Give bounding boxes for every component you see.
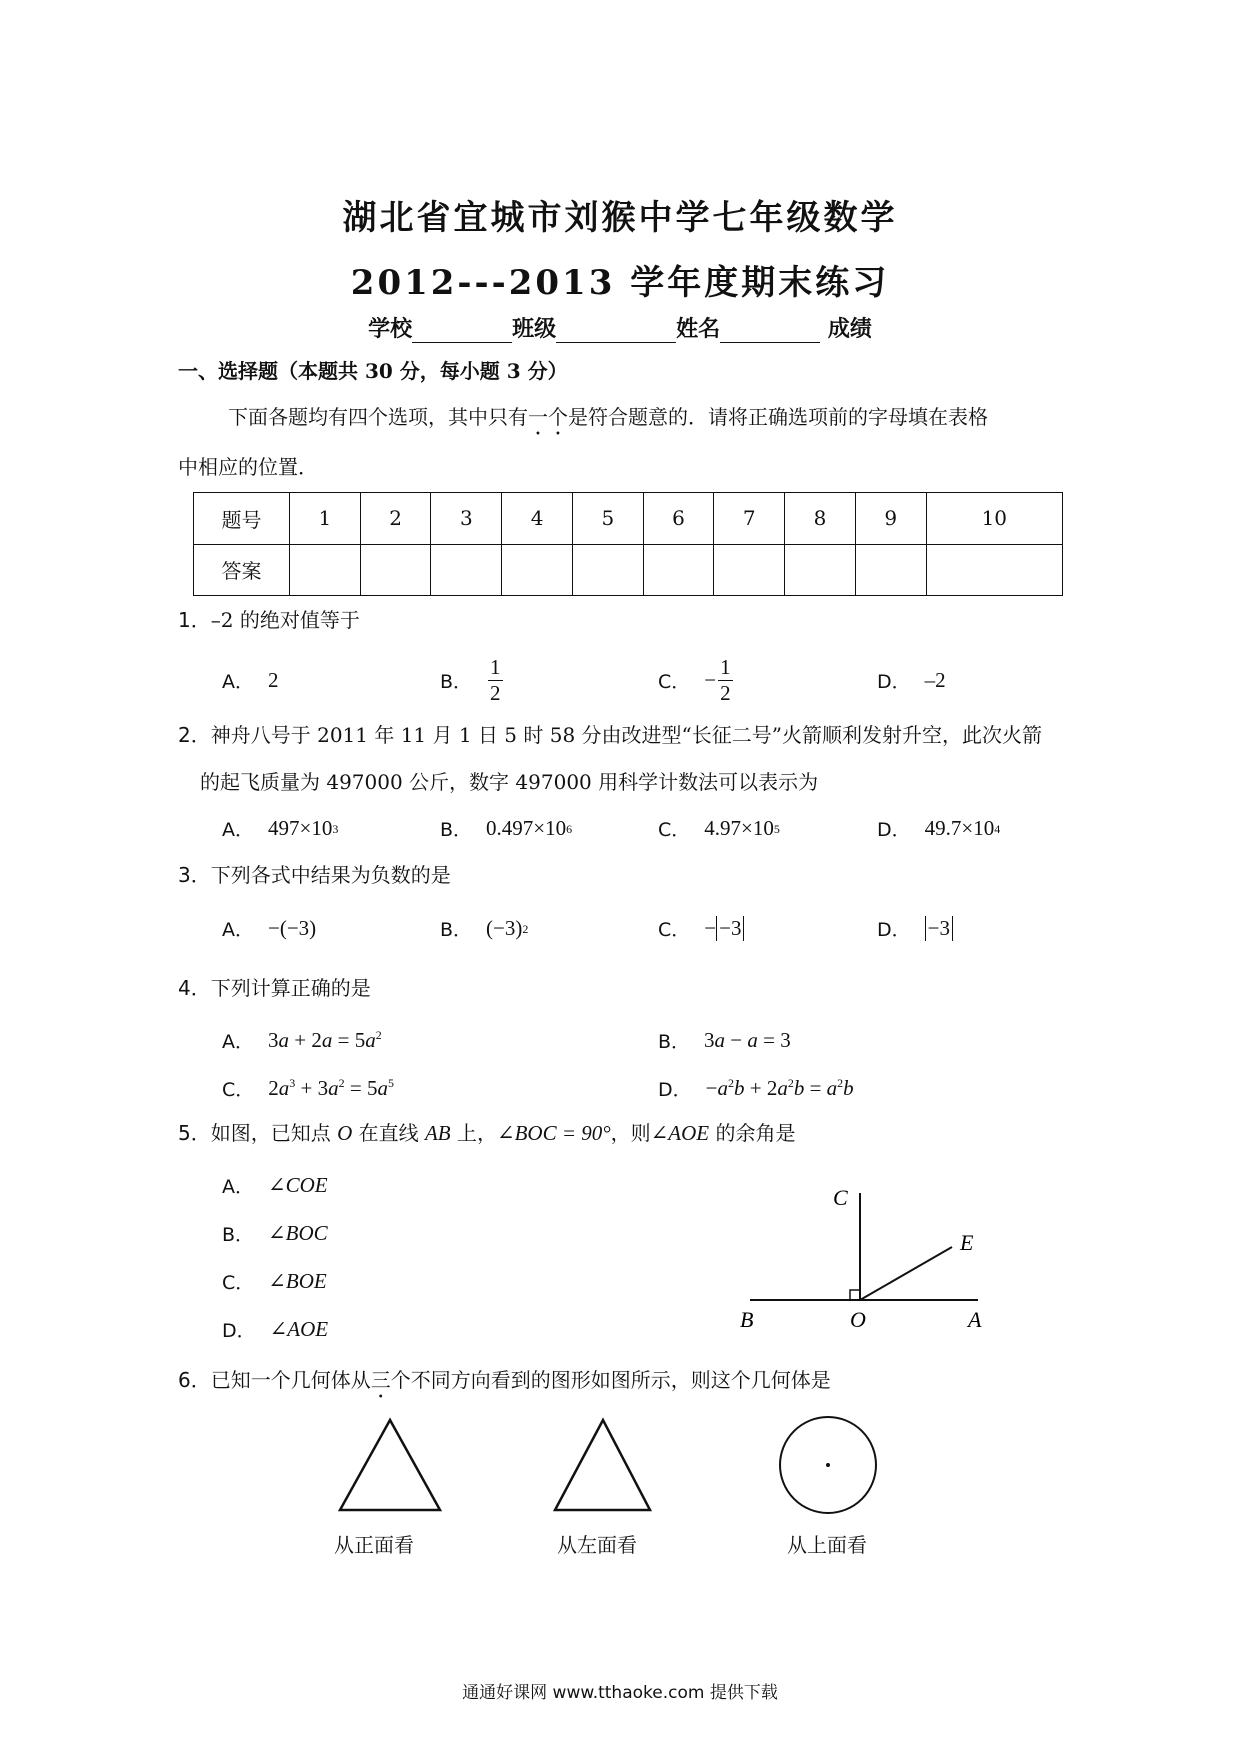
option-label: A． <box>222 1031 254 1053</box>
page-title: 湖北省宜城市刘猴中学七年级数学 <box>342 198 898 238</box>
right-angle-mark <box>850 1290 860 1300</box>
answer-label: 答案 <box>194 544 290 596</box>
front-view-triangle <box>340 1420 440 1510</box>
fraction-numerator: 1 <box>490 655 501 680</box>
question-number: 5． <box>178 1121 211 1145</box>
answer-cell[interactable] <box>785 544 856 596</box>
angle-label: ∠AOE <box>650 1121 710 1145</box>
q2-option-a: A． 497×10 3 <box>222 816 339 841</box>
absolute-value: −3 <box>925 916 953 941</box>
option-label: B． <box>440 670 473 693</box>
question-2-stem <box>178 725 1042 745</box>
three-views-figure <box>300 1410 920 1520</box>
question-number: 4． <box>178 976 211 1000</box>
option-label: A． <box>222 919 254 941</box>
option-value: 2 <box>268 667 279 692</box>
school-label: 学校 <box>368 316 413 342</box>
top-view-center-dot <box>826 1463 830 1467</box>
instruction-text-a: 下面各题均有四个选项，其中只有 <box>228 405 528 429</box>
option-label: C． <box>658 670 691 693</box>
option-label: C． <box>222 1272 255 1294</box>
answer-cell[interactable] <box>572 544 643 596</box>
question-text: 下列计算正确的是 <box>210 976 371 1000</box>
page-subtitle: 2012---2013 学年度期末练习 <box>350 263 890 303</box>
question-3-stem <box>178 865 451 885</box>
q5-option-d <box>222 1316 328 1343</box>
q3-option-a <box>222 915 316 942</box>
school-blank <box>412 318 512 343</box>
top-view-caption: 从上面看 <box>787 1533 867 1557</box>
name-label: 姓名 <box>676 316 721 342</box>
left-view-triangle <box>555 1420 650 1510</box>
name-blank <box>720 318 820 343</box>
question-number-cell: 9 <box>855 493 926 545</box>
answer-table-header-row <box>194 493 1063 545</box>
option-label: D． <box>877 670 911 693</box>
q3-option-d <box>877 915 953 942</box>
answer-cell[interactable] <box>714 544 785 596</box>
q1-option-d <box>877 655 946 705</box>
q4-option-a <box>222 1027 382 1054</box>
student-info-line <box>0 312 1240 343</box>
line-ab-label: AB <box>424 1121 451 1145</box>
q2-option-b: B． 0.497×10 6 <box>440 816 573 841</box>
q3-option-b: B． (−3) 2 <box>440 916 529 941</box>
option-label: B． <box>658 1031 691 1053</box>
point-e-label: E <box>960 1230 974 1255</box>
answer-table-answer-row <box>194 544 1063 596</box>
ray-oe <box>860 1247 952 1300</box>
question-number: 2． <box>178 723 211 747</box>
question-number-cell: 5 <box>572 493 643 545</box>
point-b-label: B <box>740 1307 754 1332</box>
absolute-value: −3 <box>716 916 744 941</box>
q3-option-c <box>658 915 744 942</box>
q1-option-b <box>440 655 505 705</box>
option-value: −(−3) <box>268 916 317 940</box>
option-base: 497×10 <box>268 816 333 840</box>
option-label: C． <box>658 819 691 841</box>
front-view-caption: 从正面看 <box>334 1533 414 1557</box>
option-label: C． <box>658 919 691 941</box>
option-base: 4.97×10 <box>704 816 774 840</box>
q1-option-a <box>222 655 279 705</box>
option-label: A． <box>222 819 254 841</box>
question-number: 1． <box>178 608 211 632</box>
question-1-stem <box>178 610 360 630</box>
question-text: 如图，已知点 <box>210 1121 338 1145</box>
q5-option-a <box>222 1172 328 1199</box>
left-view-caption: 从左面看 <box>557 1533 637 1557</box>
score-label: 成绩 <box>827 316 872 342</box>
instruction-line2: 中相应的位置． <box>178 455 318 479</box>
fraction-denominator: 2 <box>720 680 731 705</box>
question-number-cell: 10 <box>926 493 1062 545</box>
option-label: A． <box>222 670 254 693</box>
question-number-cell: 6 <box>643 493 714 545</box>
answer-cell[interactable] <box>643 544 714 596</box>
question-5-stem <box>178 1123 795 1144</box>
fraction <box>718 655 733 704</box>
option-expression: $-a^2b + 2a^2b = a^2b$ <box>705 1076 854 1100</box>
class-label: 班级 <box>512 316 557 342</box>
answer-cell[interactable] <box>290 544 361 596</box>
option-label: C． <box>222 1079 255 1101</box>
question-text: 个不同方向看到的图形如图所示，则这个几何体是 <box>390 1368 831 1392</box>
q4-option-c <box>222 1075 394 1102</box>
answer-table <box>193 492 1063 596</box>
point-o-label: O <box>337 1121 353 1145</box>
answer-cell[interactable] <box>360 544 431 596</box>
instruction-line1 <box>228 405 988 440</box>
question-4-stem <box>178 978 371 998</box>
point-a-label: A <box>968 1307 982 1332</box>
option-label: D． <box>222 1320 256 1342</box>
question-number-cell: 2 <box>360 493 431 545</box>
instruction-emphasis: 一个 <box>528 405 568 429</box>
answer-cell[interactable] <box>502 544 573 596</box>
option-prefix: − <box>704 916 717 940</box>
option-base: 0.497×10 <box>486 816 567 840</box>
question-6-stem <box>178 1368 831 1403</box>
option-label: B． <box>222 1224 255 1246</box>
answer-cell[interactable] <box>431 544 502 596</box>
question-text: 的余角是 <box>709 1121 796 1145</box>
option-label: B． <box>440 919 473 941</box>
question-text: 下列各式中结果为负数的是 <box>210 863 451 887</box>
fraction-numerator: 1 <box>720 655 731 680</box>
option-base: 49.7×10 <box>924 816 995 840</box>
question-text: –2 的绝对值等于 <box>210 608 360 632</box>
question-number-cell: 1 <box>290 493 361 545</box>
option-label: A． <box>222 1176 254 1198</box>
question-text: 已知一个几何体从 <box>210 1368 371 1392</box>
question-number-cell: 3 <box>431 493 502 545</box>
question-number-cell: 8 <box>785 493 856 545</box>
question-text: 上， <box>450 1121 497 1145</box>
option-angle: ∠COE <box>268 1173 328 1197</box>
option-value: –2 <box>924 667 946 692</box>
question-text: 神舟八号于 2011 年 11 月 1 日 5 时 58 分由改进型“长征二号”火箭顺利发射升空，此次火箭 <box>210 723 1043 747</box>
question-number-label: 题号 <box>194 493 290 545</box>
option-angle: ∠BOE <box>268 1269 327 1293</box>
option-label: D． <box>877 919 911 941</box>
page-footer: 通通好课网 www.tthaoke.com 提供下载 <box>462 1683 778 1703</box>
question-text: ，则 <box>610 1121 651 1145</box>
point-o-figure-label: O <box>850 1307 866 1332</box>
q5-option-b <box>222 1220 328 1247</box>
question-number-cell: 4 <box>502 493 573 545</box>
option-expression: 3a − a = 3 <box>704 1028 791 1052</box>
q4-option-b <box>658 1027 791 1054</box>
option-label: D． <box>658 1079 692 1101</box>
question-2-stem-line2: 的起飞质量为 497000 公斤，数字 497000 用科学计数法可以表示为 <box>200 770 819 794</box>
class-blank <box>556 318 676 343</box>
section-heading: 一、选择题（本题共 30 分，每小题 3 分） <box>178 359 568 383</box>
option-angle: ∠BOC <box>268 1221 328 1245</box>
angle-figure <box>730 1175 1010 1335</box>
point-c-label: C <box>833 1185 848 1210</box>
option-label: D． <box>877 819 911 841</box>
option-label: B． <box>440 819 473 841</box>
answer-cell[interactable] <box>855 544 926 596</box>
fraction-denominator: 2 <box>490 680 501 705</box>
answer-cell[interactable] <box>926 544 1062 596</box>
question-number: 3． <box>178 863 211 887</box>
question-number-cell: 7 <box>714 493 785 545</box>
minus-sign: − <box>704 667 717 692</box>
option-base: (−3) <box>486 916 523 940</box>
q2-option-c: C． 4.97×10 5 <box>658 816 780 841</box>
question-emphasis: 三 <box>370 1368 391 1392</box>
q4-option-d <box>658 1075 854 1102</box>
instruction-text-b: 是符合题意的．请将正确选项前的字母填在表格 <box>568 405 988 429</box>
angle-equation: ∠BOC = 90° <box>497 1121 611 1145</box>
q2-option-d: D． 49.7×10 4 <box>877 816 1001 841</box>
option-expression: $3a + 2a = 5a^2$ <box>268 1028 382 1052</box>
q5-option-c <box>222 1268 327 1295</box>
q1-option-c <box>658 655 735 705</box>
option-expression: $2a^3 + 3a^2 = 5a^5$ <box>268 1076 394 1100</box>
fraction <box>488 655 503 704</box>
question-text: 在直线 <box>352 1121 425 1145</box>
option-angle: ∠AOE <box>269 1317 329 1341</box>
question-number: 6． <box>178 1368 211 1392</box>
